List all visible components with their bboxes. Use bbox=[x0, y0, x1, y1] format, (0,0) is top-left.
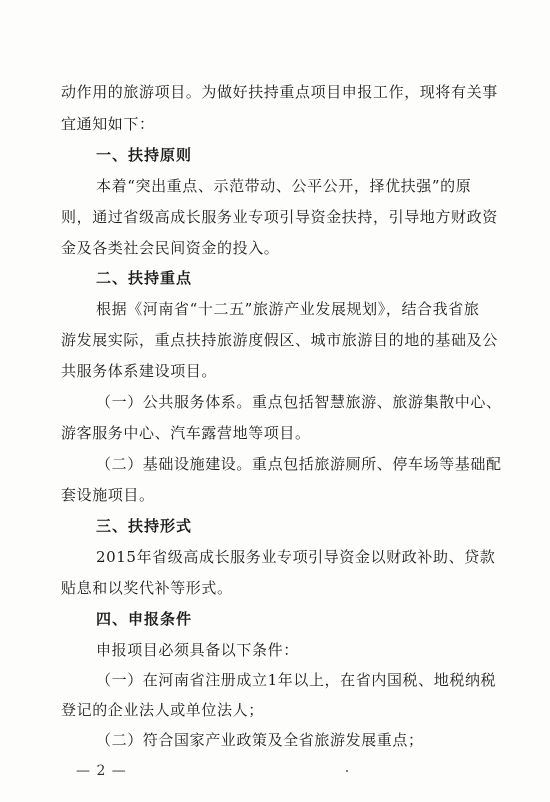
section-heading: 一、扶持原则 bbox=[96, 146, 193, 164]
text-line: （二）基础设施建设。重点包括旅游厕所、停车场等基础配 bbox=[96, 455, 502, 473]
text-line: 游发展实际，重点扶持旅游度假区、城市旅游目的地的基础及公 bbox=[61, 331, 498, 349]
text-line: 本着“突出重点、示范带动、公平公开，择优扶强”的原 bbox=[96, 177, 472, 195]
text-line: 套设施项目。 bbox=[61, 486, 155, 504]
section-heading: 四、申报条件 bbox=[96, 610, 193, 628]
text-line: 动作用的旅游项目。为做好扶持重点项目申报工作，现将有关事 bbox=[61, 83, 498, 101]
text-line: 贴息和以奖代补等形式。 bbox=[61, 579, 233, 597]
text-line: （一）在河南省注册成立1年以上，在省内国税、地税纳税 bbox=[96, 671, 497, 689]
section-heading: 二、扶持重点 bbox=[96, 269, 193, 287]
text-line: 登记的企业法人或单位法人； bbox=[61, 701, 264, 719]
text-line: （一）公共服务体系。重点包括智慧旅游、旅游集散中心、 bbox=[96, 393, 502, 411]
text-line: 宜通知如下： bbox=[61, 115, 155, 133]
text-line: 共服务体系建设项目。 bbox=[61, 362, 218, 380]
page-number: — 2 — bbox=[76, 763, 127, 779]
text-line: 申报项目必须具备以下条件： bbox=[96, 641, 299, 659]
text-line: 根据《河南省“十二五”旅游产业发展规划》，结合我省旅 bbox=[96, 300, 480, 318]
text-line: 金及各类社会民间资金的投入。 bbox=[61, 239, 280, 257]
section-heading: 三、扶持形式 bbox=[96, 517, 193, 535]
text-line: （二）符合国家产业政策及全省旅游发展重点； bbox=[96, 731, 424, 749]
text-line: 则，通过省级高成长服务业专项引导资金扶持，引导地方财政资 bbox=[61, 208, 498, 226]
text-line: 游客服务中心、汽车露营地等项目。 bbox=[61, 424, 311, 442]
text-line: 2015年省级高成长服务业专项引导资金以财政补助、贷款 bbox=[96, 548, 496, 566]
scan-speck bbox=[346, 770, 348, 772]
